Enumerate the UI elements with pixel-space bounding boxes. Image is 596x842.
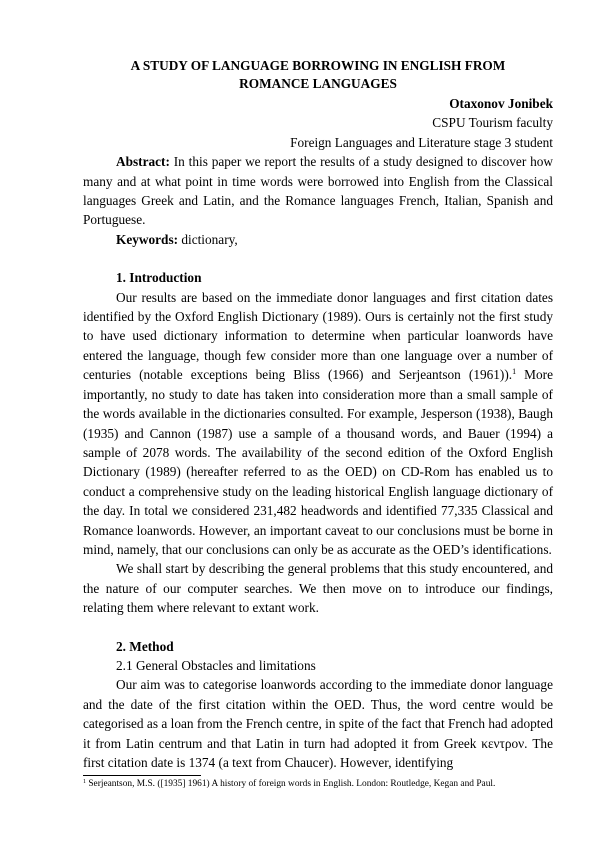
footnote-text: Serjeantson, M.S. ([1935] 1961) A history of foreign words in English. London: Routledge, Kegan and Paul. bbox=[86, 779, 496, 789]
author-position: Foreign Languages and Literature stage 3 student bbox=[290, 134, 553, 150]
abstract-label: Abstract: bbox=[116, 154, 170, 170]
keywords-line bbox=[83, 230, 553, 249]
method-paragraph-1: Our aim was to categorise loanwords according to the immediate donor language and the date of the first citation within the OED. Thus, the word centre would be categorised as a loan from the French centre, in spite of the fact that French had adopted it from Latin centrum and that Latin in turn had adopted it from Greek κεντρον. The first citation date is 1374 (a text from Chaucer). However, identifying bbox=[83, 677, 553, 770]
spacer bbox=[83, 618, 553, 637]
abstract-paragraph bbox=[83, 152, 553, 230]
spacer bbox=[83, 249, 553, 268]
introduction-paragraph-2: We shall start by describing the general problems that this study encountered, and the nature of our computer searches. We then move on to introduce our findings, relating them where relevant to extant work. bbox=[83, 561, 553, 616]
intro-text-part-1: Our results are based on the immediate donor languages and first citation dates identified by the Oxford English Dictionary (1989). Ours is certainly not the first study to have used dictionary information to determine when particular loanwords have entered the language, though few consider more than one language over a number of centuries (notable exceptions being Bliss (1966) and Serjeantson (1961)). bbox=[83, 289, 553, 383]
title-line-1: A STUDY OF LANGUAGE BORROWING IN ENGLISH FROM bbox=[130, 58, 506, 73]
keywords-text: dictionary, bbox=[178, 231, 238, 247]
abstract-text: In this paper we report the results of a study designed to discover how many and at what point in time words were borrowed into English from the Classical languages Greek and Latin, and the Romance languages French, Italian, Spanish and Portuguese. bbox=[83, 154, 553, 228]
section-heading-method: 2. Method bbox=[116, 638, 174, 654]
page-body bbox=[83, 57, 553, 772]
footnote-reference[interactable]: 1 bbox=[512, 367, 517, 377]
section-heading-introduction: 1. Introduction bbox=[116, 270, 202, 286]
introduction-paragraph-1 bbox=[83, 288, 553, 560]
subsection-heading-obstacles: 2.1 General Obstacles and limitations bbox=[116, 657, 316, 673]
intro-text-part-2: More importantly, no study to date has taken into consideration more than a small sample of the words available in the dictionaries consulted. For example, Jesperson (1938), Baugh (1935) and Cannon (1987) use a sample of a thousand words, and Bauer (1994) a sample of 2078 words. The availability of the second edition of the Oxford English Dictionary (1989) (hereafter referred to as the OED) on CD-Rom has enabled us to conduct a comprehensive study on the leading historical English language dictionary of the day. In total we considered 231,482 headwords and identified 77,335 Classical and Romance loanwords. However, an important caveat to our conclusions must be borne in mind, namely, that our conclusions can only be as accurate as the OED’s identifications. bbox=[83, 367, 553, 557]
footnote-marker: 1 bbox=[83, 779, 86, 785]
footnote bbox=[83, 778, 553, 790]
author-name: Otaxonov Jonibek bbox=[449, 96, 553, 111]
paper-title bbox=[83, 57, 553, 93]
footnote-separator bbox=[83, 775, 201, 776]
title-line-2: ROMANCE LANGUAGES bbox=[239, 76, 397, 91]
keywords-label: Keywords: bbox=[116, 231, 179, 247]
author-affiliation: CSPU Tourism faculty bbox=[432, 115, 553, 131]
